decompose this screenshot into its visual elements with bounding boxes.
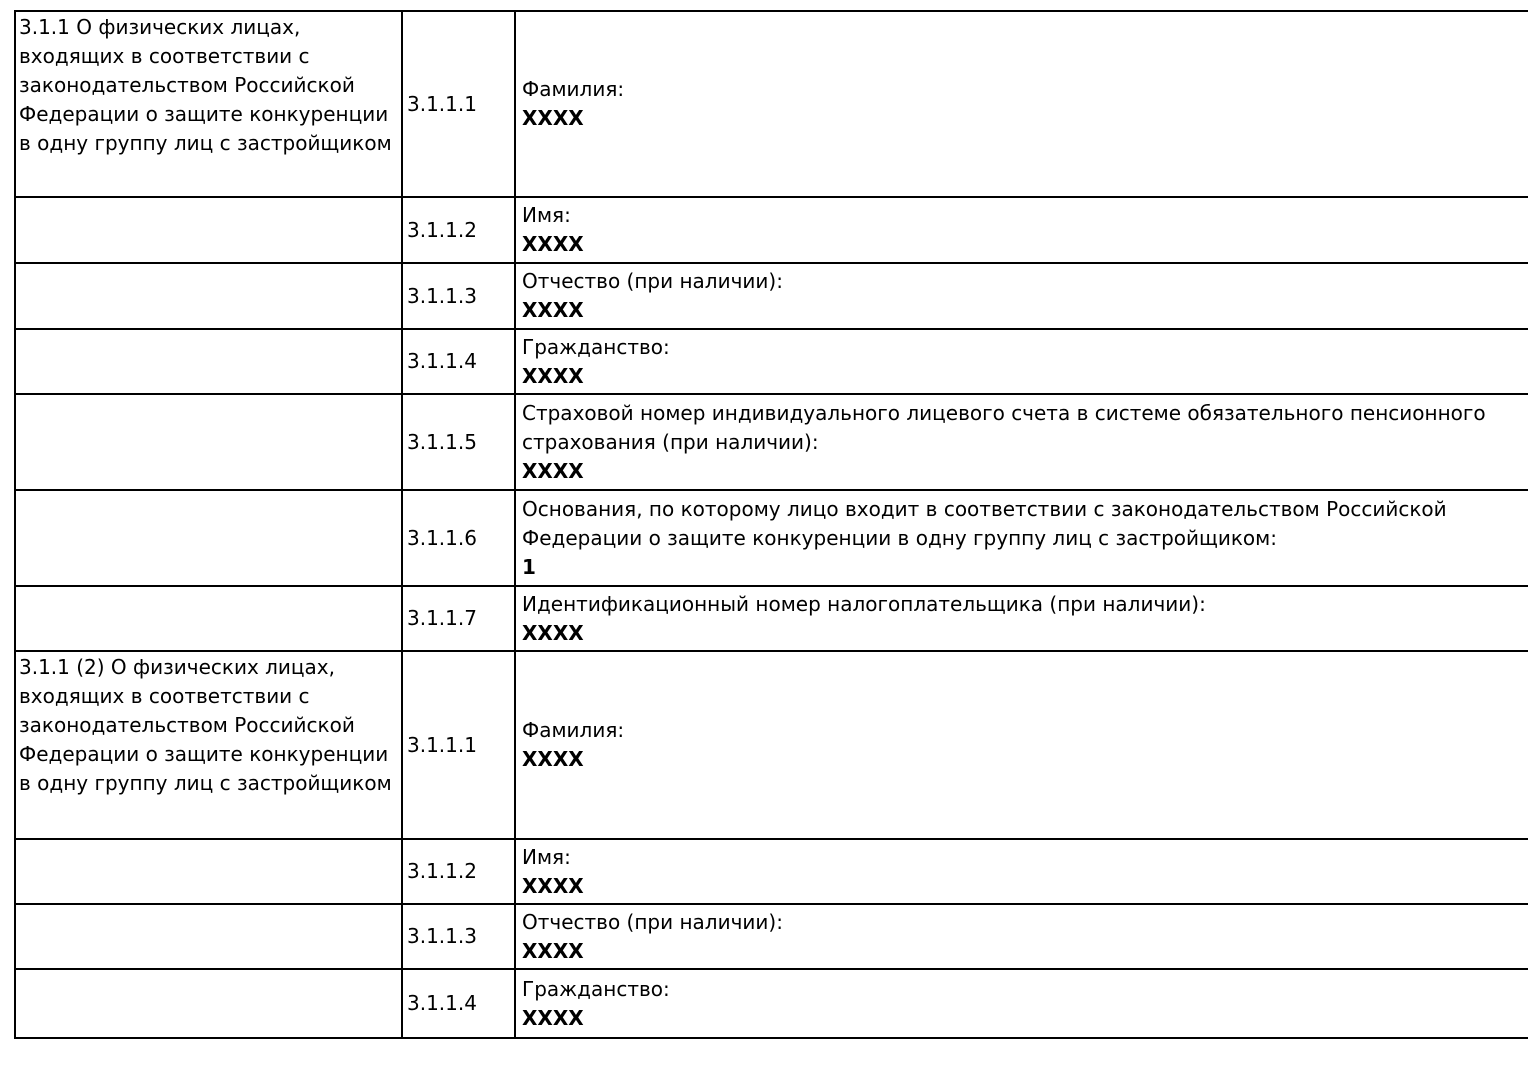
row-number-cell: 3.1.1.1	[402, 11, 515, 197]
table-row	[15, 329, 1528, 394]
section-cell	[15, 394, 402, 490]
row-number-cell: 3.1.1.6	[402, 490, 515, 586]
row-number-cell: 3.1.1.7	[402, 586, 515, 651]
row-number-cell: 3.1.1.5	[402, 394, 515, 490]
field-cell	[515, 329, 1528, 394]
field-cell	[515, 197, 1528, 263]
row-number-cell: 3.1.1.3	[402, 904, 515, 969]
row-number-cell: 3.1.1.2	[402, 839, 515, 904]
field-label: Имя:	[522, 844, 571, 869]
section-cell	[15, 904, 402, 969]
field-label: Фамилия:	[522, 718, 625, 742]
field-label: Имя:	[522, 203, 571, 227]
section-cell	[15, 839, 402, 904]
field-label: Идентификационный номер налогоплательщика (при наличии):	[522, 591, 1206, 616]
field-label: Гражданство:	[522, 976, 670, 1001]
section-cell	[15, 263, 402, 329]
field-value: XXXX	[522, 106, 584, 130]
field-cell	[515, 394, 1528, 490]
field-value: XXXX	[522, 620, 584, 645]
table-row	[15, 904, 1528, 969]
field-label: Отчество (при наличии):	[522, 909, 783, 934]
section-cell: 3.1.1 О физических лицах, входящих в соответствии с законодательством Российской Федерации о защите конкуренции в одну группу лиц с застройщиком	[15, 11, 402, 197]
section-cell	[15, 197, 402, 263]
table-row	[15, 839, 1528, 904]
table-row	[15, 11, 1528, 197]
field-cell	[515, 969, 1528, 1038]
field-value: XXXX	[522, 1005, 584, 1030]
table-row	[15, 394, 1528, 490]
field-label: Основания, по которому лицо входит в соответствии с законодательством Российской Федерации о защите конкуренции в одну группу лиц с застройщиком:	[522, 496, 1447, 550]
field-label: Фамилия:	[522, 77, 625, 101]
field-value: XXXX	[522, 873, 584, 898]
section-cell	[15, 329, 402, 394]
field-value: 1	[522, 554, 536, 579]
row-number-cell: 3.1.1.4	[402, 969, 515, 1038]
field-cell	[515, 904, 1528, 969]
section-cell	[15, 969, 402, 1038]
field-cell	[515, 263, 1528, 329]
section-cell	[15, 586, 402, 651]
field-value: XXXX	[522, 458, 584, 483]
section-cell: 3.1.1 (2) О физических лицах, входящих в соответствии с законодательством Российской Федерации о защите конкуренции в одну группу лиц с застройщиком	[15, 651, 402, 839]
section-cell	[15, 490, 402, 586]
field-value: XXXX	[522, 363, 584, 388]
field-value: XXXX	[522, 298, 584, 322]
field-cell	[515, 586, 1528, 651]
table-row	[15, 969, 1528, 1038]
row-number-cell: 3.1.1.3	[402, 263, 515, 329]
field-label: Страховой номер индивидуального лицевого счета в системе обязательного пенсионного страхования (при наличии):	[522, 400, 1486, 454]
field-label: Отчество (при наличии):	[522, 269, 783, 293]
table-row	[15, 197, 1528, 263]
field-cell	[515, 839, 1528, 904]
field-cell	[515, 11, 1528, 197]
table-row	[15, 586, 1528, 651]
field-value: XXXX	[522, 938, 584, 963]
table-row	[15, 651, 1528, 839]
table-row	[15, 263, 1528, 329]
row-number-cell: 3.1.1.4	[402, 329, 515, 394]
disclosure-table	[14, 10, 1528, 1039]
table-row	[15, 490, 1528, 586]
field-value: XXXX	[522, 747, 584, 771]
field-label: Гражданство:	[522, 334, 670, 359]
field-cell	[515, 490, 1528, 586]
field-cell	[515, 651, 1528, 839]
row-number-cell: 3.1.1.2	[402, 197, 515, 263]
field-value: XXXX	[522, 232, 584, 256]
row-number-cell: 3.1.1.1	[402, 651, 515, 839]
